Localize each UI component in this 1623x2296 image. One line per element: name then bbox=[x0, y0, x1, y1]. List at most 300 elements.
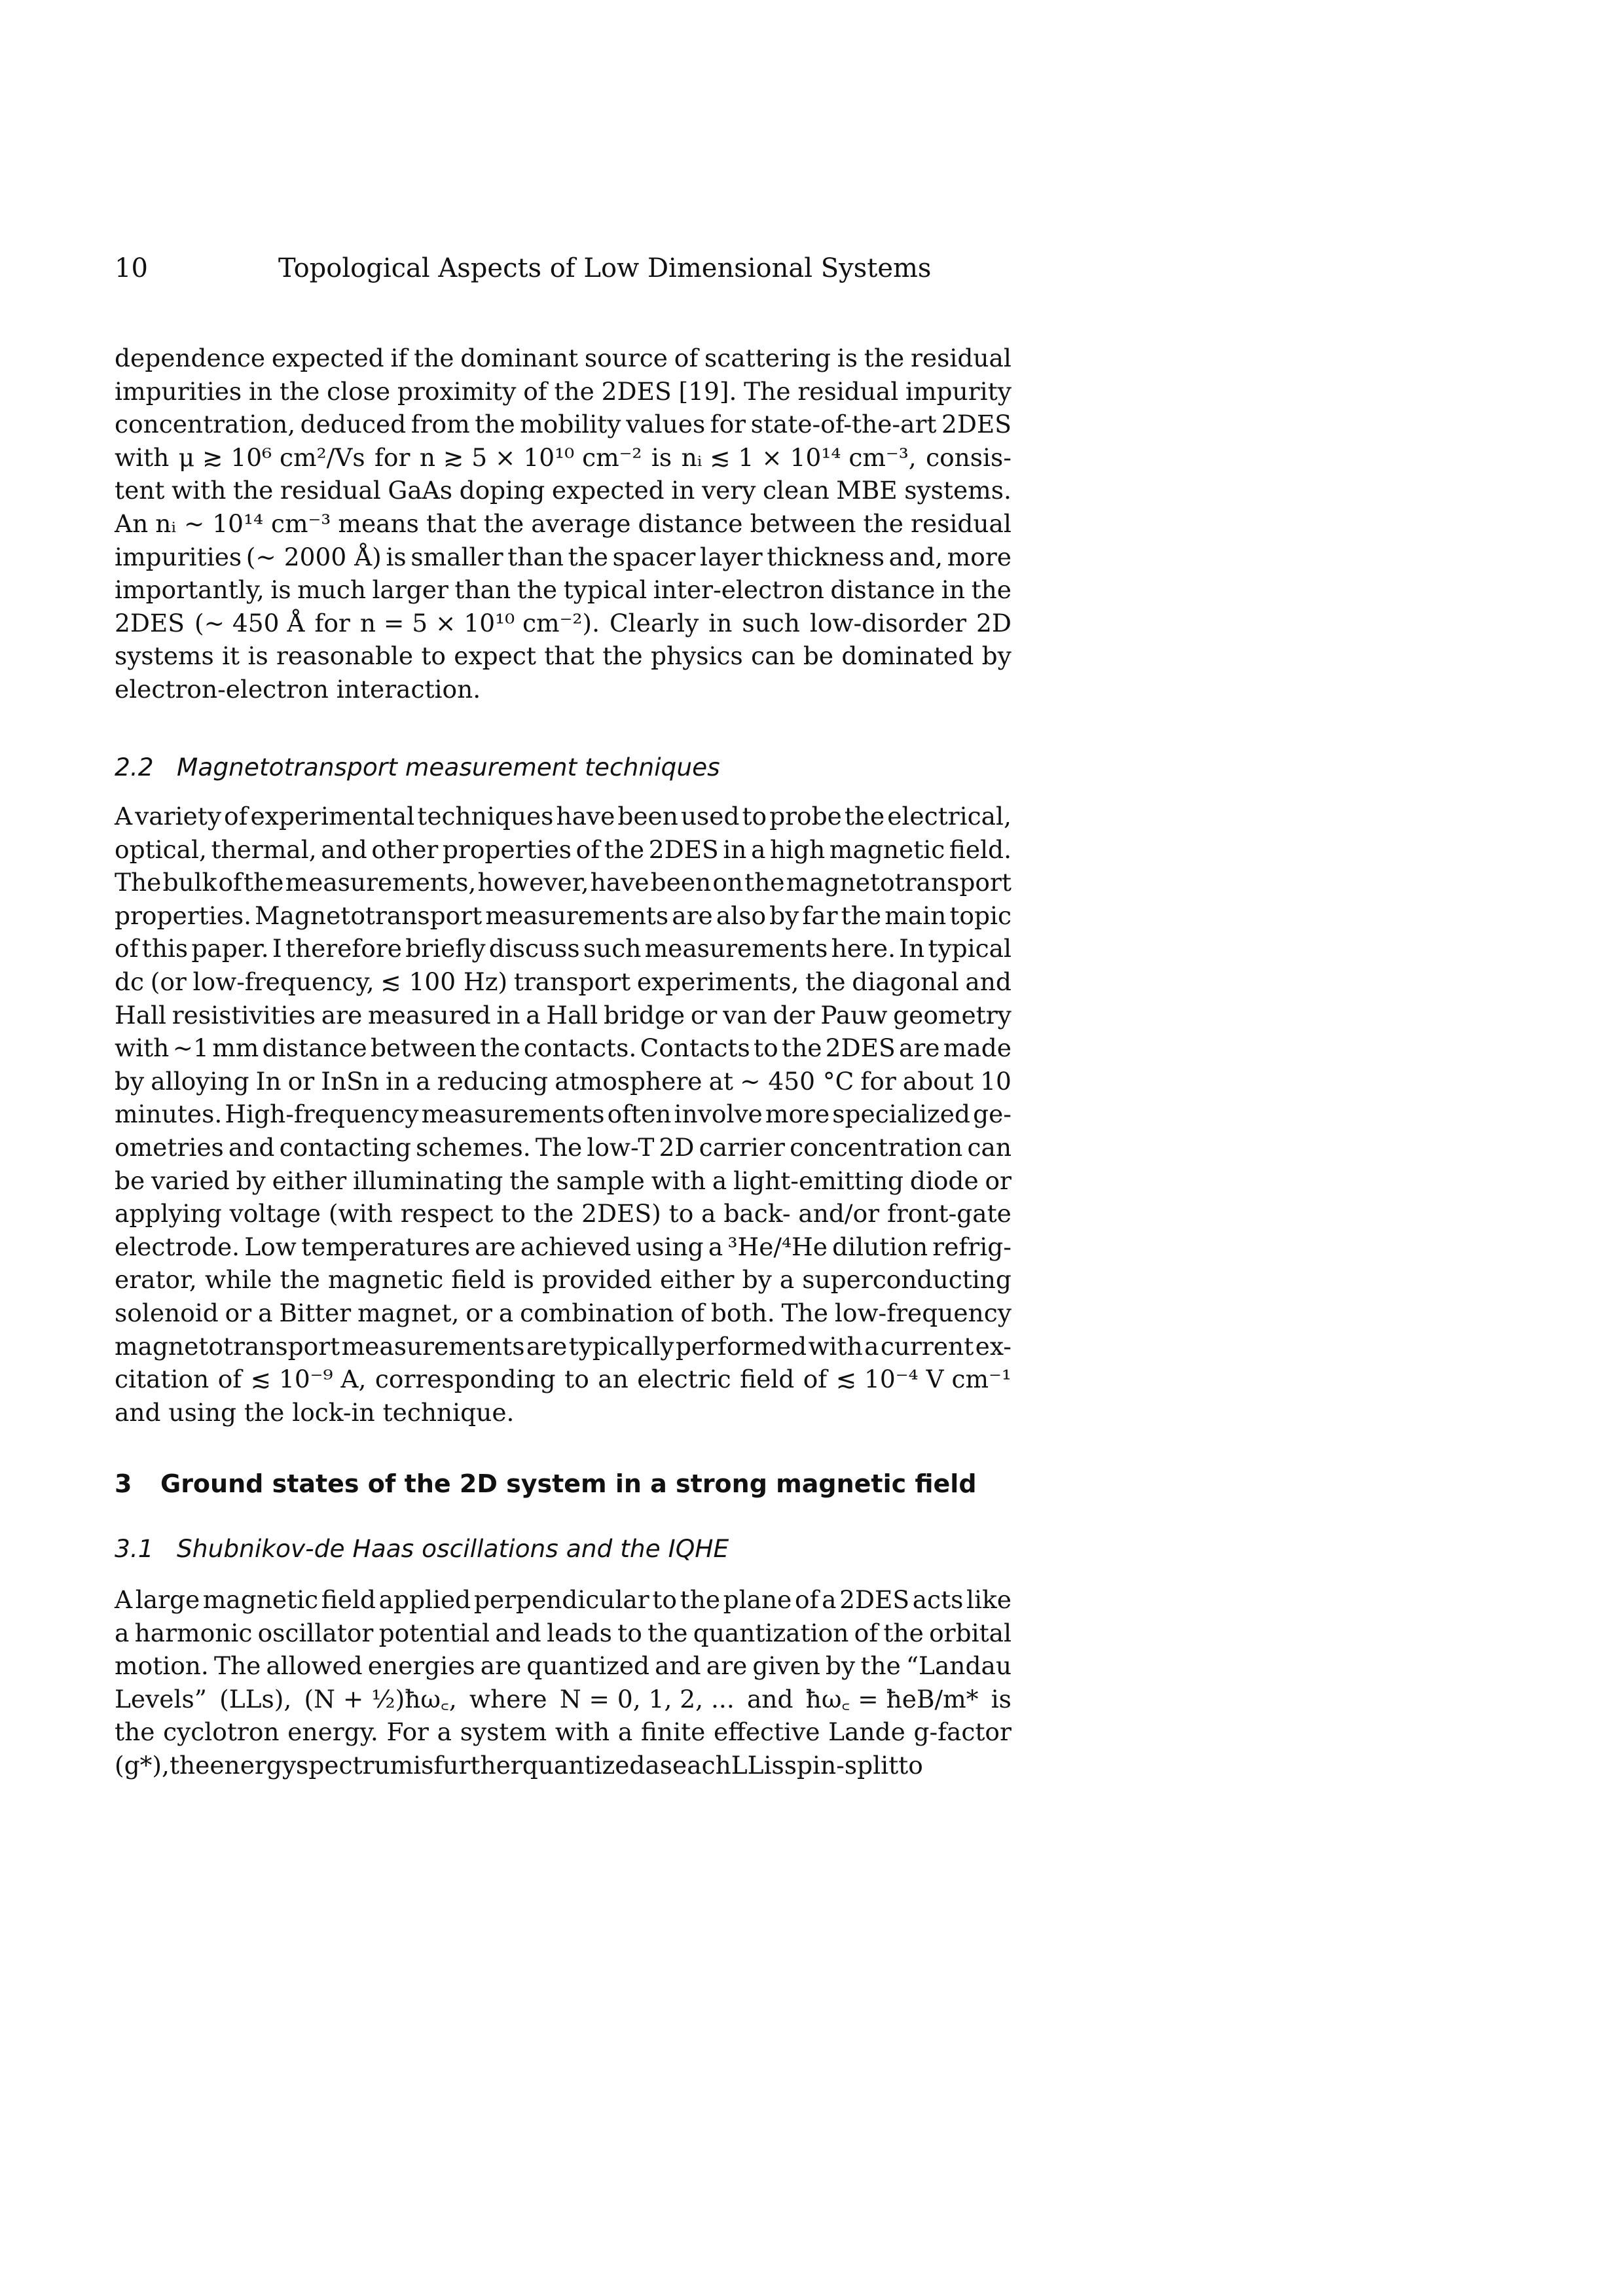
word: erator, bbox=[115, 1265, 197, 1295]
word: properties. bbox=[115, 901, 252, 930]
text-line bbox=[115, 1230, 1012, 1264]
word: the bbox=[971, 575, 1012, 605]
text-line bbox=[115, 800, 1012, 833]
word: experiments, bbox=[636, 967, 799, 996]
word: measurements bbox=[485, 901, 669, 930]
word: LL bbox=[731, 1750, 764, 1780]
text-line bbox=[115, 1164, 1012, 1198]
word: acts bbox=[912, 1585, 964, 1614]
word: a bbox=[526, 1000, 541, 1030]
word: front-gate bbox=[886, 1199, 1012, 1229]
word: tent bbox=[115, 476, 165, 505]
word: either bbox=[659, 1265, 735, 1295]
word: system bbox=[460, 1717, 547, 1747]
word: be bbox=[803, 641, 834, 671]
word: and bbox=[655, 1651, 701, 1681]
word: a bbox=[822, 1585, 837, 1614]
word: or bbox=[465, 1298, 492, 1327]
word: magnetic bbox=[327, 1265, 444, 1295]
word: state-of-the-art bbox=[750, 410, 937, 439]
word: proximity bbox=[397, 376, 517, 406]
text-line bbox=[115, 474, 1012, 507]
word: is bbox=[991, 1684, 1012, 1713]
word: in bbox=[248, 376, 273, 406]
word: refrig- bbox=[932, 1232, 1012, 1261]
word: more bbox=[947, 542, 1012, 571]
word: finite bbox=[640, 1717, 706, 1747]
word: to bbox=[564, 1365, 589, 1394]
word: 2DES bbox=[601, 376, 672, 406]
text-line bbox=[115, 639, 1012, 673]
word: respect bbox=[400, 1199, 494, 1229]
word: solenoid bbox=[115, 1298, 219, 1327]
word: transport bbox=[513, 967, 631, 996]
text-line bbox=[115, 1065, 1012, 1098]
subsection-heading-3-1 bbox=[115, 1529, 1012, 1568]
text-line bbox=[115, 1297, 1012, 1330]
word: thickness bbox=[767, 542, 885, 571]
word: and bbox=[321, 834, 367, 864]
word: by bbox=[115, 1066, 145, 1096]
word: a bbox=[701, 1199, 716, 1229]
word: 2DES bbox=[648, 834, 719, 864]
word: a bbox=[751, 834, 766, 864]
word: of bbox=[217, 1365, 242, 1394]
word: magnetic bbox=[202, 1585, 319, 1614]
word: spacer bbox=[612, 542, 696, 571]
word: the bbox=[480, 1033, 520, 1063]
word: measurements bbox=[421, 1100, 605, 1129]
word: a bbox=[712, 1166, 727, 1195]
word: physics bbox=[650, 641, 743, 671]
word: In bbox=[255, 1066, 282, 1096]
word: 2D bbox=[976, 608, 1012, 637]
word: (∼ 2000 Å) bbox=[246, 542, 382, 571]
word: measurements bbox=[644, 934, 828, 963]
word: dc bbox=[115, 967, 145, 996]
word: are bbox=[480, 1651, 522, 1681]
word: an bbox=[598, 1365, 629, 1394]
word: temperatures bbox=[301, 1232, 470, 1261]
word: to bbox=[754, 1033, 778, 1063]
word: harmonic bbox=[134, 1618, 253, 1647]
word: electric bbox=[637, 1365, 731, 1394]
paragraph-landau-levels bbox=[115, 1583, 1012, 1782]
word: often bbox=[607, 1100, 672, 1129]
word: quantized bbox=[526, 1651, 650, 1681]
word: expected bbox=[551, 476, 665, 505]
word: low-disorder bbox=[809, 608, 967, 637]
word: field bbox=[321, 1585, 376, 1614]
word: perpendicular bbox=[473, 1585, 649, 1614]
word: both. bbox=[710, 1298, 775, 1327]
word: [19]. bbox=[678, 376, 737, 406]
word: typical bbox=[563, 575, 647, 605]
word: A bbox=[115, 802, 133, 831]
word: contacting bbox=[279, 1132, 411, 1162]
word: consis- bbox=[926, 442, 1012, 472]
word: low-frequency, bbox=[192, 967, 374, 996]
word: briefly bbox=[405, 934, 486, 963]
word: such bbox=[742, 608, 800, 637]
word: be bbox=[115, 1166, 145, 1195]
word: are bbox=[321, 1000, 363, 1030]
word: n ≳ 5 × 10¹⁰ cm⁻² bbox=[419, 442, 642, 472]
word: to bbox=[501, 1199, 526, 1229]
word: the bbox=[844, 802, 885, 831]
word: 2D bbox=[659, 1132, 695, 1162]
word: and bbox=[746, 1684, 793, 1713]
word: is bbox=[386, 542, 407, 571]
word: The bbox=[744, 376, 791, 406]
word: oscillator bbox=[257, 1618, 374, 1647]
word: doping bbox=[459, 476, 545, 505]
word: The bbox=[213, 1651, 261, 1681]
word: means bbox=[338, 509, 419, 538]
word: by bbox=[742, 1265, 772, 1295]
word: other bbox=[371, 834, 439, 864]
word: for bbox=[710, 410, 746, 439]
word: by bbox=[981, 641, 1012, 671]
word: the bbox=[517, 575, 558, 605]
word: however, bbox=[477, 868, 589, 897]
word: in bbox=[496, 1000, 520, 1030]
word: a bbox=[864, 1331, 879, 1361]
word: is bbox=[270, 575, 291, 605]
word: for bbox=[860, 1066, 896, 1096]
word: for bbox=[374, 442, 410, 472]
word: to bbox=[421, 641, 446, 671]
word: close bbox=[327, 376, 391, 406]
word: in bbox=[708, 608, 733, 637]
word: 2DES bbox=[941, 410, 1012, 439]
word: bulk bbox=[162, 868, 217, 897]
word: paper. bbox=[191, 934, 269, 963]
word: An bbox=[115, 509, 149, 538]
text-line bbox=[115, 1649, 1012, 1683]
word: or bbox=[287, 1066, 315, 1096]
word: energy bbox=[210, 1750, 297, 1780]
word: the bbox=[647, 1618, 688, 1647]
word: in bbox=[723, 834, 747, 864]
word: the bbox=[554, 376, 594, 406]
word: Clearly bbox=[609, 608, 699, 637]
word: can bbox=[967, 1132, 1012, 1162]
section-heading-3 bbox=[115, 1464, 1012, 1503]
text-line bbox=[115, 1749, 1012, 1782]
word: diagonal bbox=[852, 967, 959, 996]
word: experimental bbox=[250, 802, 415, 831]
word: dominant bbox=[460, 344, 579, 372]
word: citation bbox=[115, 1365, 210, 1394]
text-line bbox=[115, 932, 1012, 965]
word: while bbox=[204, 1265, 272, 1295]
word: Hall bbox=[546, 1000, 598, 1030]
word: ge- bbox=[973, 1100, 1012, 1129]
word: expect bbox=[454, 641, 536, 671]
text-line bbox=[115, 408, 1012, 441]
word: techniques bbox=[417, 802, 554, 831]
word: motion. bbox=[115, 1651, 209, 1681]
word: of bbox=[224, 802, 248, 831]
word: concentration bbox=[790, 1132, 963, 1162]
word: measurements bbox=[341, 1331, 525, 1361]
word: importantly, bbox=[115, 575, 264, 605]
word: residual bbox=[911, 509, 1012, 538]
word: I bbox=[272, 934, 282, 963]
word: and bbox=[495, 1618, 541, 1647]
paragraph-magnetotransport-techniques bbox=[115, 800, 1012, 1429]
word: reducing bbox=[437, 1066, 549, 1096]
word: In bbox=[899, 934, 925, 963]
word: a bbox=[416, 1066, 431, 1096]
word: as bbox=[645, 1750, 673, 1780]
word: the bbox=[115, 1717, 155, 1747]
word: A bbox=[115, 1585, 133, 1614]
word: systems. bbox=[904, 476, 1012, 505]
word: is bbox=[513, 1265, 534, 1295]
word: voltage bbox=[229, 1199, 321, 1229]
word: with bbox=[115, 442, 170, 472]
word: here. bbox=[831, 934, 896, 963]
word: the bbox=[744, 868, 785, 897]
word: 2DES bbox=[825, 1033, 896, 1063]
word: contacts. bbox=[523, 1033, 637, 1063]
word: the bbox=[244, 868, 284, 897]
word: are bbox=[526, 1331, 568, 1361]
word: the bbox=[680, 1585, 721, 1614]
word: typical bbox=[928, 934, 1012, 963]
word: from bbox=[410, 410, 470, 439]
word: are bbox=[475, 1232, 516, 1261]
word: more bbox=[765, 1100, 830, 1129]
text-line bbox=[115, 1131, 1012, 1164]
subsection-number: 3.1 bbox=[115, 1534, 154, 1563]
word: applied bbox=[378, 1585, 471, 1614]
word: energies bbox=[367, 1651, 475, 1681]
word: carrier bbox=[699, 1132, 785, 1162]
word: been bbox=[650, 868, 712, 897]
word: on bbox=[712, 868, 744, 897]
word: ∼ 450 °C bbox=[740, 1066, 854, 1096]
word: applying bbox=[115, 1199, 222, 1229]
word: is bbox=[413, 1750, 434, 1780]
word: nᵢ ≲ 1 × 10¹⁴ cm⁻³, bbox=[681, 442, 917, 472]
word: concentration, bbox=[115, 410, 296, 439]
text-line bbox=[115, 1617, 1012, 1650]
word: mobility bbox=[520, 410, 621, 439]
word: in bbox=[671, 476, 695, 505]
word: the bbox=[509, 1166, 550, 1195]
word: dependence bbox=[115, 344, 266, 372]
word: MBE bbox=[836, 476, 898, 505]
page-number: 10 bbox=[115, 253, 148, 283]
text-line bbox=[115, 1197, 1012, 1230]
word: The bbox=[535, 1132, 583, 1162]
word: atmosphere bbox=[555, 1066, 702, 1096]
word: (N + ½)ħω꜀, bbox=[304, 1684, 457, 1713]
word: are bbox=[899, 1033, 940, 1063]
word: ∼1 bbox=[172, 1033, 209, 1063]
word: diode bbox=[909, 1166, 979, 1195]
text-line bbox=[115, 999, 1012, 1032]
word: potential bbox=[378, 1618, 490, 1647]
word: either bbox=[272, 1166, 347, 1195]
word: (with bbox=[328, 1199, 393, 1229]
word: ħω꜀ = ħeB/m* bbox=[805, 1684, 979, 1713]
word: der bbox=[773, 1000, 815, 1030]
word: that bbox=[544, 641, 594, 671]
word: for bbox=[314, 608, 350, 637]
word: Levels” bbox=[115, 1684, 207, 1713]
word: to bbox=[668, 1199, 694, 1229]
word: Bitter bbox=[279, 1298, 352, 1327]
word: layer bbox=[699, 542, 763, 571]
word: schemes. bbox=[416, 1132, 531, 1162]
word: the bbox=[883, 1618, 924, 1647]
word: impurities bbox=[115, 542, 242, 571]
word: specialized bbox=[832, 1100, 970, 1129]
word: been bbox=[617, 802, 678, 831]
word: it bbox=[222, 641, 240, 671]
word: electrode. bbox=[115, 1232, 240, 1261]
word: of bbox=[854, 1618, 879, 1647]
word: of bbox=[218, 868, 242, 897]
word: source bbox=[584, 344, 668, 372]
word: n = 5 × 10¹⁰ cm⁻²). bbox=[359, 608, 600, 637]
word: the bbox=[805, 967, 846, 996]
word: each bbox=[672, 1750, 731, 1780]
running-head bbox=[115, 249, 1012, 288]
word: magnetotransport bbox=[786, 868, 1012, 897]
word: this bbox=[141, 934, 189, 963]
word: Low bbox=[244, 1232, 297, 1261]
word: ³He/⁴He bbox=[727, 1232, 828, 1261]
word: discuss bbox=[488, 934, 580, 963]
word: InSn bbox=[321, 1066, 380, 1096]
word: by bbox=[769, 901, 799, 930]
word: larger bbox=[372, 575, 448, 605]
word: low-frequency bbox=[834, 1298, 1012, 1327]
word: the bbox=[475, 410, 515, 439]
word: between bbox=[750, 509, 856, 538]
word: effective bbox=[714, 1717, 820, 1747]
word: between bbox=[370, 1033, 477, 1063]
word: Contacts bbox=[640, 1033, 750, 1063]
word: with bbox=[651, 1166, 706, 1195]
word: such bbox=[583, 934, 642, 963]
word: “Landau bbox=[905, 1651, 1012, 1681]
word: Pauw bbox=[820, 1000, 888, 1030]
word: the bbox=[604, 834, 645, 864]
text-line bbox=[115, 965, 1012, 999]
word: reasonable bbox=[276, 641, 414, 671]
word: quantized bbox=[522, 1750, 646, 1780]
word: deduced bbox=[300, 410, 407, 439]
word: distance bbox=[638, 509, 743, 538]
text-line bbox=[115, 573, 1012, 607]
word: of bbox=[795, 1585, 819, 1614]
word: like bbox=[966, 1585, 1012, 1614]
text-line bbox=[115, 866, 1012, 899]
word: the bbox=[782, 1033, 822, 1063]
word: varied bbox=[151, 1166, 230, 1195]
subsection-heading-2-2 bbox=[115, 747, 1012, 787]
word: at bbox=[708, 1066, 733, 1096]
word: large bbox=[135, 1585, 200, 1614]
word: in bbox=[941, 575, 966, 605]
word: systems bbox=[115, 641, 214, 671]
word: properties bbox=[442, 834, 572, 864]
word: optical, bbox=[115, 834, 207, 864]
word: expected bbox=[271, 344, 384, 372]
word: the bbox=[860, 1651, 901, 1681]
word: Lande bbox=[828, 1717, 905, 1747]
word: topic bbox=[949, 901, 1012, 930]
word: have bbox=[590, 868, 649, 897]
word: made bbox=[943, 1033, 1012, 1063]
word: variety bbox=[135, 802, 222, 831]
word: if bbox=[390, 344, 408, 372]
word: field bbox=[451, 1265, 506, 1295]
word: back- bbox=[723, 1199, 791, 1229]
text-line bbox=[115, 342, 1012, 375]
word: can bbox=[751, 641, 795, 671]
word: that bbox=[426, 509, 477, 538]
word: in bbox=[386, 1066, 410, 1096]
word: or bbox=[690, 1000, 718, 1030]
word: the bbox=[279, 376, 320, 406]
word: further bbox=[433, 1750, 522, 1780]
word: N = 0, 1, 2, ... bbox=[559, 1684, 735, 1713]
word: For bbox=[386, 1717, 429, 1747]
word: bridge bbox=[604, 1000, 685, 1030]
word: very bbox=[701, 476, 756, 505]
word: The bbox=[115, 868, 162, 897]
word: and using the lock-in technique. bbox=[115, 1397, 515, 1427]
word: with bbox=[172, 476, 227, 505]
word: 10 bbox=[980, 1066, 1012, 1096]
word: the bbox=[864, 344, 905, 372]
word: also bbox=[716, 901, 767, 930]
word: and/or bbox=[798, 1199, 880, 1229]
word: distance bbox=[830, 575, 936, 605]
word: the bbox=[232, 476, 274, 505]
word: the bbox=[533, 1199, 574, 1229]
word: 2DES bbox=[115, 608, 185, 637]
text-line bbox=[115, 607, 1012, 640]
word: typically bbox=[568, 1331, 674, 1361]
word: where bbox=[469, 1684, 547, 1713]
word: sample bbox=[556, 1166, 645, 1195]
word: are bbox=[672, 901, 713, 930]
word: main bbox=[884, 901, 947, 930]
text-line bbox=[115, 1683, 1012, 1716]
word: of bbox=[680, 1298, 704, 1327]
word: the bbox=[602, 641, 643, 671]
word: Hall bbox=[115, 1000, 167, 1030]
word: plane bbox=[723, 1585, 792, 1614]
word: by bbox=[236, 1166, 266, 1195]
word: and bbox=[965, 967, 1012, 996]
word: average bbox=[531, 509, 631, 538]
word: to bbox=[898, 1750, 923, 1780]
word: g-factor bbox=[913, 1717, 1012, 1747]
word: residual bbox=[797, 376, 899, 406]
word: and, bbox=[888, 542, 943, 571]
word: High-frequency bbox=[225, 1100, 419, 1129]
word: (LLs), bbox=[219, 1684, 292, 1713]
